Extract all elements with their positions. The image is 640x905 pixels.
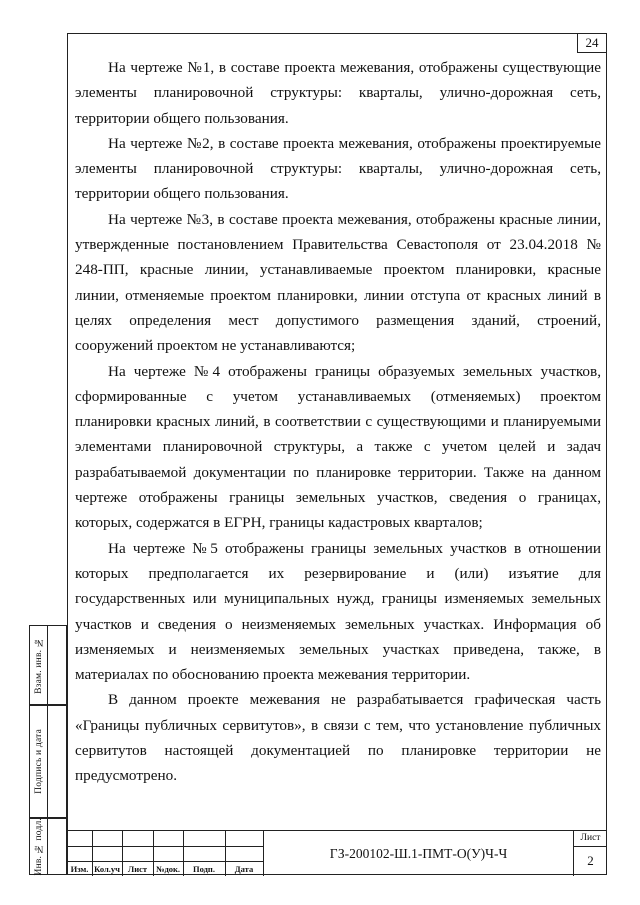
- side-label-inv-orig: Инв. № подл.: [34, 817, 44, 876]
- sheet-label: Лист: [574, 831, 607, 847]
- header-signature: Подп.: [193, 864, 215, 874]
- header-date: Дата: [234, 864, 254, 874]
- revision-grid: [67, 831, 263, 876]
- title-block: [67, 830, 607, 875]
- header-doc-number: №док.: [155, 864, 181, 874]
- paragraph-servitudes: В данном проекте межевания не разрабатывается графическая часть «Границы публичных сервитутов», в связи с тем, что установление публичных сервитутов настоящей документацией по планировке территории не предусмотрено.: [75, 691, 601, 785]
- side-stamp-inv-replace: [29, 625, 67, 705]
- side-stamp-inv-orig: [29, 818, 67, 875]
- side-stamp-sign-date: [29, 705, 67, 818]
- paragraph-drawing-5: На чертеже №5 отображены границы земельных участков в отношении которых предполагается их резервирование и (или) изъятие для государственных или муниципальных нужд, границы изменяемых земельных участков и сведения о неизменяемых земельных участках. Информация об изменяемых и неизменяемых земельных участках приведена, также, в материалах по обоснованию проекта межевания территории.: [75, 539, 601, 684]
- document-body: [75, 55, 601, 789]
- paragraph-drawing-3: На чертеже №3, в составе проекта межевания, отображены красные линии, утвержденные постановлением Правительства Севастополя от 23.04.2018 № 248-ПП, красные линии, устанавливаемые проектом планировки, красные линии, отменяемые проектом планировки, линии отступа от красных линий в целях определения мест допустимого размещения зданий, строений, сооружений проектом не устанавливаются;: [75, 210, 601, 355]
- header-count: Кол.уч: [94, 864, 120, 874]
- paragraph-drawing-2: На чертеже №2, в составе проекта межевания, отображены проектируемые элементы планировочной структуры: кварталы, улично-дорожная сеть, территории общего пользования.: [75, 134, 601, 203]
- paragraph-drawing-1: На чертеже №1, в составе проекта межевания, отображены существующие элементы планировочной структуры: кварталы, улично-дорожная сеть, территории общего пользования.: [75, 59, 601, 127]
- header-change: Изм.: [70, 864, 89, 874]
- side-label-sign-date: Подпись и дата: [34, 729, 44, 794]
- sheet-cell: [574, 831, 607, 876]
- sheet-number: 2: [587, 853, 594, 868]
- document-designation: ГЗ-200102-Ш.1-ПМТ-О(У)Ч-Ч: [263, 831, 574, 876]
- header-sheet: Лист: [127, 864, 148, 874]
- page-number: 24: [577, 33, 607, 53]
- paragraph-drawing-4: На чертеже №4 отображены границы образуемых земельных участков, сформированные с учетом устанавливаемых (отменяемых) проектом планировки красных линий, в соответствии с существующими и планируемыми элементами планировочной структуры, а также с учетом целей и задач разрабатываемой документации по планировке территории. Также на данном чертеже отображены границы земельных участков, сведения о границах, которых, содержатся в ЕГРН, границы кадастровых кварталов;: [75, 362, 601, 532]
- side-label-inv-replace: Взам. инв. №: [34, 636, 44, 694]
